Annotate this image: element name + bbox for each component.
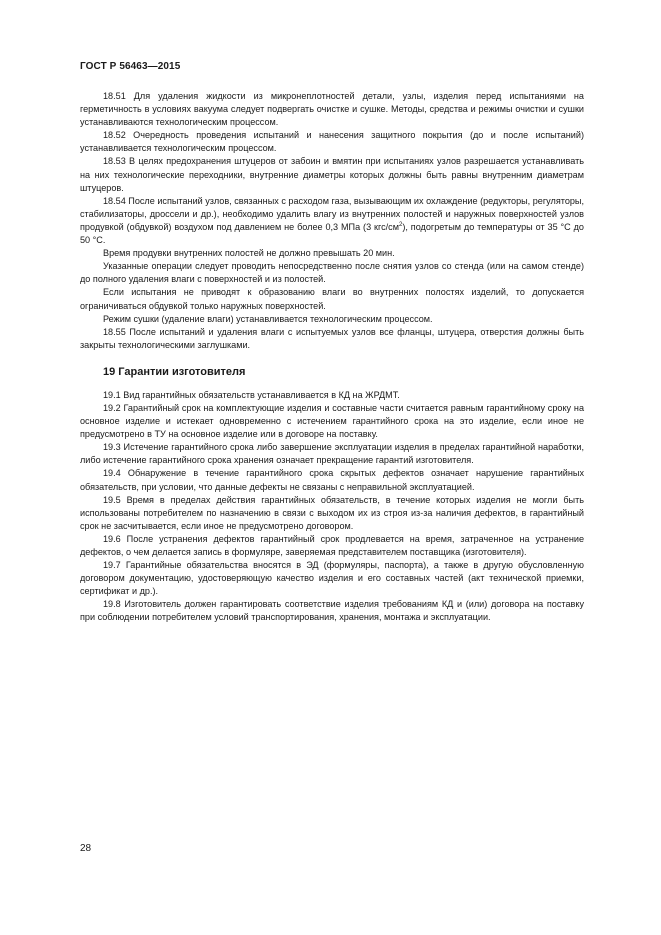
paragraph-19-7: 19.7 Гарантийные обязательства вносятся в ЭД (формуляры, паспорта), а также в другую обусловленную договором документацию, удостоверяющую качество изделия и его составных частей (акт технической приемки, сертификат и др.).: [80, 560, 584, 597]
document-code-header: ГОСТ Р 56463—2015: [80, 61, 181, 72]
paragraph-19-1: 19.1 Вид гарантийных обязательств устанавливается в КД на ЖРДМТ.: [103, 389, 400, 400]
paragraph-19-5: 19.5 Время в пределах действия гарантийных обязательств, в течение которых изделия не могли быть использованы потребителем по назначению в связи с выходом их из строя из-за наличия дефектов, в гарантийный срок не засчитывается, если иное не предусмотрено договором.: [80, 494, 584, 531]
paragraph-19-3: 19.3 Истечение гарантийного срока либо завершение эксплуатации изделия в пределах гарантийной наработки, либо истечение гарантийного срока хранения означает прекращение гарантий изготовителя.: [80, 442, 584, 466]
paragraph-19-8: 19.8 Изготовитель должен гарантировать соответствие изделия требованиям КД и (или) договора на поставку при соблюдении потребителем условий транспортирования, хранения, монтажа и эксплуатации.: [80, 599, 584, 623]
paragraph-18-54-text: 18.54 После испытаний узлов, связанных с расходом газа, вызывающим их охлаждение (редукторы, регуляторы, стабилизаторы, дроссели и др.), необходимо удалить влагу из внутренних полостей и наружных поверхностей узлов продувкой (обдувкой) воздухом под давлением не более 0,3 МПа (3 кгс/см: [80, 195, 584, 232]
paragraph-drying-mode: Режим сушки (удаление влаги) устанавливается технологическим процессом.: [103, 313, 433, 324]
paragraph-18-53: 18.53 В целях предохранения штуцеров от забоин и вмятин при испытаниях узлов разрешается устанавливать на них технологические переходники, внутренние диаметры которых должны быть равны внутренним диаметрам штуцеров.: [80, 156, 584, 193]
paragraph-18-51: 18.51 Для удаления жидкости из микронеплотностей детали, узлы, изделия перед испытаниями на герметичность в условиях вакуума следует подвергать очистке и сушке. Методы, средства и режимы очистки и сушки устанавливаются технологическим процессом.: [80, 91, 584, 128]
paragraph-19-6: 19.6 После устранения дефектов гарантийный срок продлевается на время, затраченное на устранение дефектов, о чем делается запись в формуляре, заверяемая представителем поставщика (изготовителя).: [80, 533, 584, 557]
document-body: [80, 90, 584, 625]
page-number: 28: [80, 843, 92, 854]
paragraph-18-55: 18.55 После испытаний и удаления влаги с испытуемых узлов все фланцы, штуцера, отверстия должны быть закрыты технологическими заглушками.: [80, 326, 584, 350]
section-heading-19: 19 Гарантии изготовителя: [103, 365, 246, 378]
paragraph-18-54: [80, 195, 584, 247]
superscript-exponent: 2: [398, 221, 403, 228]
paragraph-19-4: 19.4 Обнаружение в течение гарантийного срока скрытых дефектов означает нарушение гарантийных обязательств, при условии, что данные дефекты не связаны с неправильной эксплуатацией.: [80, 468, 584, 492]
paragraph-18-54-text-end: ), подогретым до температуры от 35 °С до 50 °С.: [80, 221, 584, 246]
paragraph-operations: Указанные операции следует проводить непосредственно после снятия узлов со стенда (или на самом стенде) до полного удаления влаги с поверхностей и из полостей.: [80, 261, 584, 285]
paragraph-moisture: Если испытания не приводят к образованию влаги во внутренних полостях изделий, то допускается ограничиваться обдувкой только наружных поверхностей.: [80, 287, 584, 311]
paragraph-purge-time: Время продувки внутренних полостей не должно превышать 20 мин.: [103, 248, 395, 259]
paragraph-19-2: 19.2 Гарантийный срок на комплектующие изделия и составные части считается равным гарантийному сроку на основное изделие и истекает одновременно с истечением гарантийного срока на это изделие, если иное не предусмотрено в ТУ на основное изделие или в договоре на поставку.: [80, 402, 584, 440]
paragraph-18-52: 18.52 Очередность проведения испытаний и нанесения защитного покрытия (до и после испытаний) устанавливается технологическим процессом.: [80, 130, 584, 154]
